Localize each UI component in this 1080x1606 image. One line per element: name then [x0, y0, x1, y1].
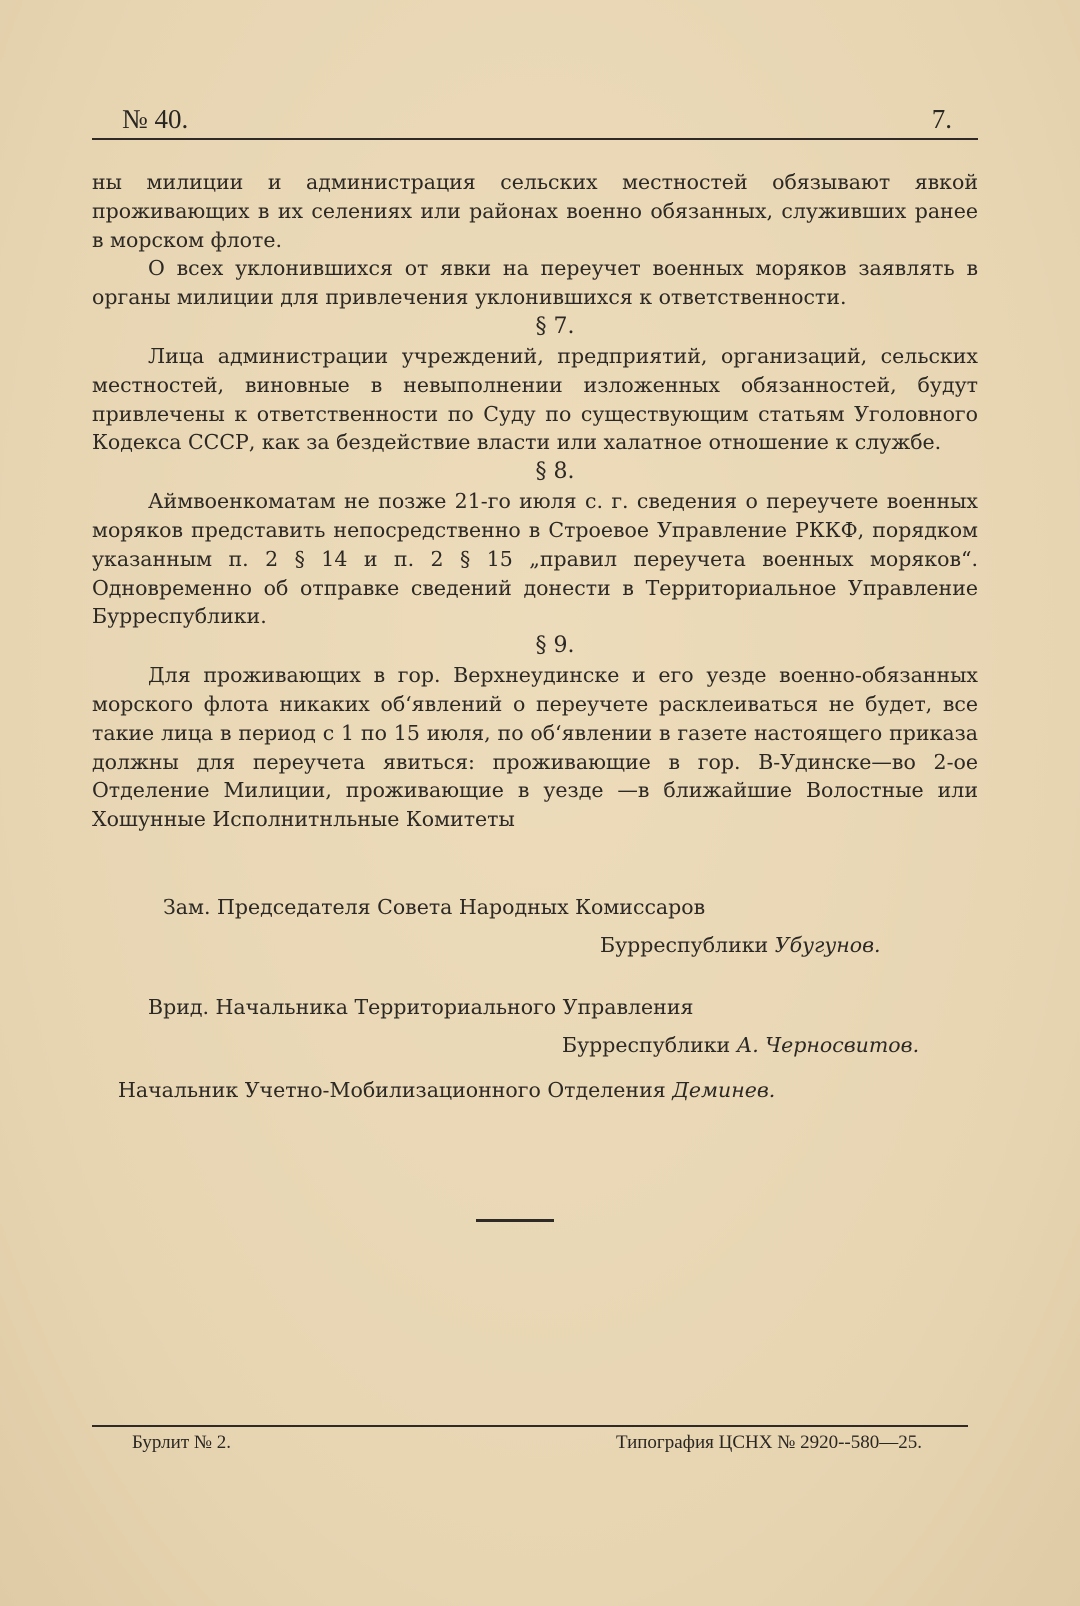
section-8-heading: § 8. — [535, 459, 575, 485]
header-rule — [92, 138, 978, 140]
signature-3-title: Начальник Учетно-Мобилизационного Отделения — [118, 1078, 666, 1102]
signature-2-org: Бурреспублики — [562, 1033, 731, 1057]
document-body — [92, 168, 978, 834]
signature-1-name: Убугунов. — [774, 933, 881, 957]
footer-printer: Типография ЦСНХ № 2920--580—25. — [615, 1432, 922, 1453]
footer-censor-mark: Бурлит № 2. — [132, 1432, 232, 1453]
section-8-text: Аймвоенкоматам не позже 21-го июля с. г. сведения о переучете военных моряков представить непосредственно в Строевое Управление РККФ, порядком указанным п. 2 § 14 и п. 2 § 15 „правил переучета военных моряков“. Одновременно об отправке сведений донести в Территориальное Управление Бурреспублики. — [92, 489, 978, 629]
signature-2-title: Врид. Начальника Территориального Управления — [148, 995, 694, 1019]
page-footer — [92, 1432, 978, 1454]
signature-1-title: Зам. Председателя Совета Народных Комиссаров — [163, 895, 706, 919]
signature-3-name: Деминев. — [672, 1078, 776, 1102]
signature-3-line — [118, 1078, 775, 1102]
signature-1-line — [600, 933, 881, 957]
paragraph-evaders: О всех уклонившихся от явки на переучет военных моряков заявлять в органы милиции для привлечения уклонившихся к ответственности. — [92, 256, 978, 310]
footer-rule — [92, 1425, 968, 1427]
issue-number: № 40. — [122, 104, 189, 134]
signature-1-org: Бурреспублики — [600, 933, 769, 957]
page-number: 7. — [931, 104, 952, 134]
page-header — [92, 104, 978, 135]
signature-2-name: А. Черносвитов. — [736, 1033, 920, 1057]
section-9-text: Для проживающих в гор. Верхнеудинске и его уезде военно-обязанных морского флота никаких об‘явлений о переучете расклеиваться не будет, все такие лица в период с 1 по 15 июля, по об‘явлении в газете настоящего приказа должны для переучета явиться: проживающие в гор. В-Удинске—во 2-ое Отделение Милиции, проживающие в уезде —в ближайшие Волостные или Хошунные Исполнитнльные Комитеты — [92, 663, 978, 832]
section-7-heading: § 7. — [535, 313, 575, 339]
closing-rule — [476, 1219, 554, 1222]
section-9-heading: § 9. — [535, 633, 575, 659]
paragraph-continuation: ны милиции и администрация сельских местностей обязывают явкой проживающих в их селениях или районах военно обязанных, служивших ранее в морском флоте. — [92, 170, 978, 252]
signature-2-line — [562, 1033, 919, 1057]
section-7-text: Лица администрации учреждений, предприятий, организаций, сельских местностей, виновные в невыполнении изложенных обязанностей, будут привлечены к ответственности по Суду по существующим статьям Уголовного Кодекса СССР, как за бездействие власти или халатное отношение к службе. — [92, 343, 978, 455]
